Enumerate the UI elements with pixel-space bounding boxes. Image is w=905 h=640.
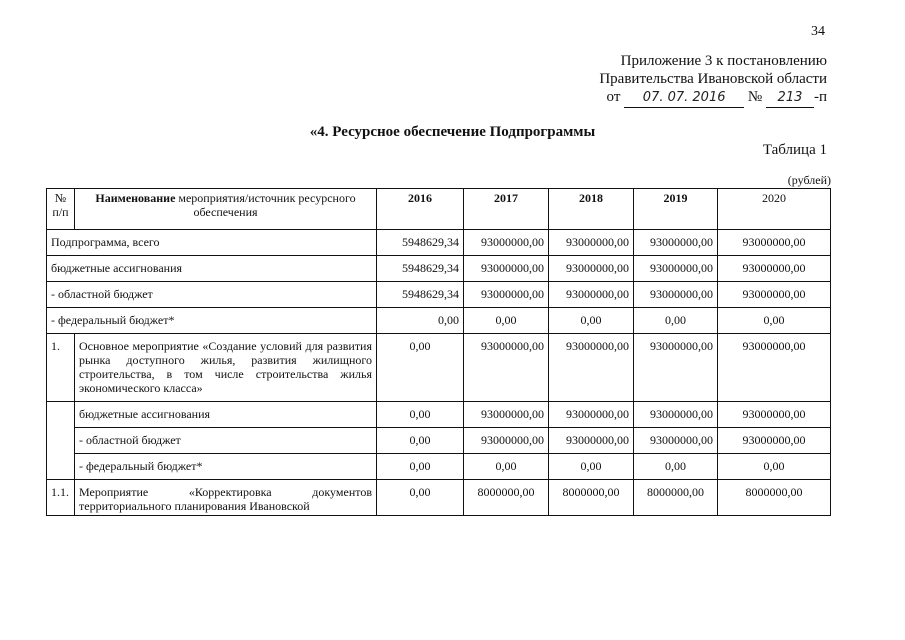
- row-name: Мероприятие «Корректировка документов территориального планирования Ивановской: [75, 480, 377, 516]
- cell-value: 93000000,00: [634, 402, 718, 428]
- table-label: Таблица 1: [762, 142, 827, 158]
- cell-value: 93000000,00: [549, 402, 634, 428]
- cell-value: 93000000,00: [464, 334, 549, 402]
- cell-value: 93000000,00: [718, 282, 831, 308]
- signed-date: 07. 07. 2016: [624, 89, 744, 108]
- cell-value: 93000000,00: [634, 230, 718, 256]
- row-num-empty: [47, 402, 75, 480]
- cell-value: 93000000,00: [549, 428, 634, 454]
- table-row: [47, 334, 831, 402]
- cell-value: 93000000,00: [464, 402, 549, 428]
- cell-value: 0,00: [634, 308, 718, 334]
- appendix-header: [599, 52, 827, 108]
- row-name: - федеральный бюджет*: [75, 454, 377, 480]
- appendix-line-1: Приложение 3 к постановлению: [620, 53, 827, 69]
- header-year: 2019: [634, 189, 718, 230]
- cell-value: 0,00: [377, 428, 464, 454]
- cell-value: 93000000,00: [549, 256, 634, 282]
- row-name: - областной бюджет: [75, 428, 377, 454]
- cell-value: 93000000,00: [464, 282, 549, 308]
- cell-value: 93000000,00: [549, 230, 634, 256]
- cell-value: 93000000,00: [634, 282, 718, 308]
- table-row: [47, 256, 831, 282]
- cell-value: 0,00: [718, 454, 831, 480]
- cell-value: 93000000,00: [634, 256, 718, 282]
- cell-value: 0,00: [464, 454, 549, 480]
- cell-value: 0,00: [377, 334, 464, 402]
- row-name: - областной бюджет: [47, 282, 377, 308]
- cell-value: 0,00: [377, 402, 464, 428]
- header-name-rest: мероприятия/источник ресурсного обеспечения: [175, 191, 356, 219]
- header-year: 2018: [549, 189, 634, 230]
- cell-value: 93000000,00: [634, 334, 718, 402]
- cell-value: 93000000,00: [718, 334, 831, 402]
- number-label: №: [747, 89, 763, 105]
- header-year: 2016: [377, 189, 464, 230]
- header-name: [75, 189, 377, 230]
- table-row: [47, 282, 831, 308]
- table-row: [47, 308, 831, 334]
- row-name: бюджетные ассигнования: [47, 256, 377, 282]
- cell-value: 5948629,34: [377, 282, 464, 308]
- cell-value: 0,00: [549, 308, 634, 334]
- header-num: № п/п: [47, 189, 75, 230]
- cell-value: 93000000,00: [549, 334, 634, 402]
- cell-value: 5948629,34: [377, 230, 464, 256]
- row-num: 1.1.: [47, 480, 75, 516]
- cell-value: 0,00: [718, 308, 831, 334]
- table-row: [47, 230, 831, 256]
- cell-value: 0,00: [377, 454, 464, 480]
- table-row: [47, 454, 831, 480]
- cell-value: 8000000,00: [464, 480, 549, 516]
- cell-value: 93000000,00: [464, 230, 549, 256]
- appendix-line-2: Правительства Ивановской области: [599, 71, 827, 87]
- row-name: Основное мероприятие «Создание условий для развития рынка доступного жилья, развития жилищного строительства, в том числе строительства жилья экономического класса»: [75, 334, 377, 402]
- table-row: [47, 402, 831, 428]
- cell-value: 0,00: [464, 308, 549, 334]
- header-name-bold: Наименование: [95, 191, 176, 205]
- cell-value: 93000000,00: [718, 402, 831, 428]
- units-label: (рублей): [787, 173, 831, 187]
- cell-value: 93000000,00: [464, 256, 549, 282]
- cell-value: 93000000,00: [634, 428, 718, 454]
- appendix-line-3: [599, 88, 827, 108]
- from-label: от: [606, 89, 621, 105]
- cell-value: 0,00: [634, 454, 718, 480]
- row-name: бюджетные ассигнования: [75, 402, 377, 428]
- table-row: [47, 480, 831, 516]
- number-suffix: -п: [813, 89, 827, 105]
- section-title: «4. Ресурсное обеспечение Подпрограммы: [309, 124, 596, 140]
- cell-value: 0,00: [549, 454, 634, 480]
- cell-value: 8000000,00: [549, 480, 634, 516]
- header-row: [47, 189, 831, 230]
- table-row: [47, 428, 831, 454]
- cell-value: 93000000,00: [718, 428, 831, 454]
- resource-table: [46, 188, 831, 516]
- cell-value: 93000000,00: [549, 282, 634, 308]
- cell-value: 93000000,00: [464, 428, 549, 454]
- cell-value: 93000000,00: [718, 256, 831, 282]
- row-name: Подпрограмма, всего: [47, 230, 377, 256]
- cell-value: 5948629,34: [377, 256, 464, 282]
- row-name: - федеральный бюджет*: [47, 308, 377, 334]
- header-year: 2017: [464, 189, 549, 230]
- cell-value: 93000000,00: [718, 230, 831, 256]
- cell-value: 8000000,00: [634, 480, 718, 516]
- row-num: 1.: [47, 334, 75, 402]
- cell-value: 0,00: [377, 480, 464, 516]
- header-year: 2020: [718, 189, 831, 230]
- cell-value: 8000000,00: [718, 480, 831, 516]
- decree-number: 213: [766, 89, 814, 108]
- cell-value: 0,00: [377, 308, 464, 334]
- page-number: 34: [811, 24, 825, 39]
